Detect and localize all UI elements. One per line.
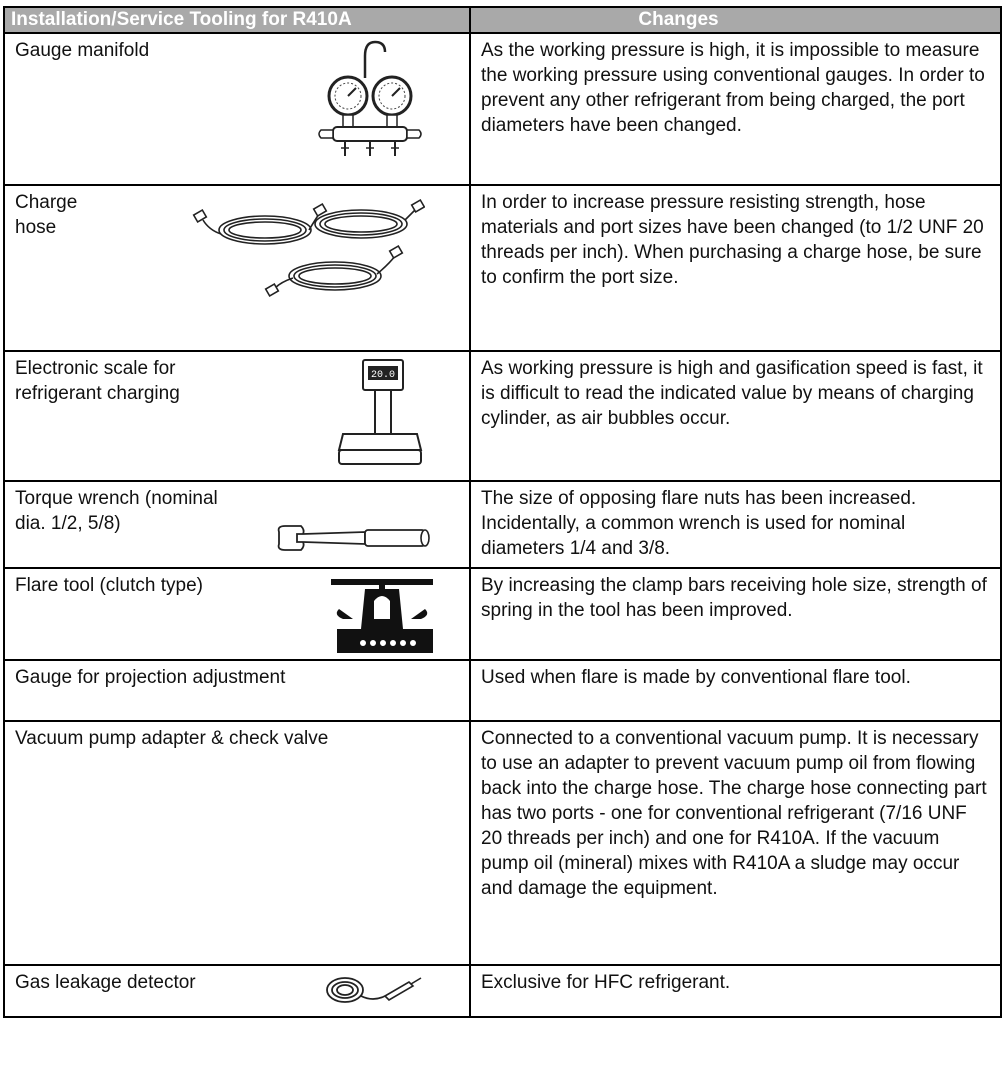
tool-name-line1: Electronic scale for (15, 358, 176, 379)
table-row (4, 965, 1001, 1017)
tool-name-line1: Torque wrench (nominal (15, 488, 218, 509)
tool-name-line2: refrigerant charging (15, 383, 180, 404)
header-changes: Changes (470, 7, 1001, 33)
gauge-manifold-icon (315, 38, 425, 178)
table-row (4, 351, 1001, 481)
changes-cell: Used when flare is made by conventional flare tool. (470, 660, 1001, 721)
gas-leak-detector-icon (323, 974, 423, 1008)
table-row (4, 568, 1001, 660)
flare-tool-icon (327, 573, 437, 657)
tooling-table (3, 6, 1002, 1018)
torque-wrench-icon (275, 522, 435, 554)
header-tooling: Installation/Service Tooling for R410A (4, 7, 470, 33)
tool-cell (4, 721, 470, 965)
changes-cell: Connected to a conventional vacuum pump. It is necessary to use an adapter to prevent vacuum pump oil from flowing back into the charge hose. The charge hose connecting part has two ports - one for conventional refrigerant (7/16 UNF 20 threads per inch) and one for R410A. If the vacuum pump oil (mineral) mixes with R410A a sludge may occur and damage the equipment. (470, 721, 1001, 965)
tool-cell (4, 481, 470, 568)
table-header-row (4, 7, 1001, 33)
tool-cell (4, 33, 470, 185)
changes-cell: In order to increase pressure resisting strength, hose materials and port sizes have been changed (to 1/2 UNF 20 threads per inch). When purchasing a charge hose, be sure to confirm the port size. (470, 185, 1001, 351)
charge-hose-icon (185, 190, 425, 320)
changes-cell: By increasing the clamp bars receiving hole size, strength of spring in the tool has been improved. (470, 568, 1001, 660)
tool-name: Gauge manifold (15, 40, 150, 61)
tool-cell (4, 965, 470, 1017)
tool-name-line2: dia. 1/2, 5/8) (15, 513, 121, 534)
changes-cell: Exclusive for HFC refrigerant. (470, 965, 1001, 1017)
tool-name: Gauge for projection adjustment (15, 667, 286, 688)
tool-name-line1: Charge (15, 192, 78, 213)
table-row (4, 33, 1001, 185)
table-row (4, 721, 1001, 965)
tool-name: Gas leakage detector (15, 972, 196, 993)
changes-cell: As working pressure is high and gasification speed is fast, it is difficult to read the indicated value by means of charging cylinder, as air bubbles occur. (470, 351, 1001, 481)
tool-name: Vacuum pump adapter & check valve (15, 728, 329, 749)
tool-cell (4, 660, 470, 721)
changes-cell: The size of opposing flare nuts has been increased. Incidentally, a common wrench is used for nominal diameters 1/4 and 3/8. (470, 481, 1001, 568)
table-row (4, 185, 1001, 351)
tool-cell (4, 568, 470, 660)
tool-cell (4, 351, 470, 481)
changes-cell: As the working pressure is high, it is impossible to measure the working pressure using conventional gauges. In order to prevent any other refrigerant from being charged, the port diameters have been changed. (470, 33, 1001, 185)
electronic-scale-icon (335, 358, 425, 472)
tool-name-line2: hose (15, 217, 57, 238)
table-row (4, 660, 1001, 721)
table-row (4, 481, 1001, 568)
tool-name: Flare tool (clutch type) (15, 575, 203, 596)
scale-display-reading: 20.0 (370, 370, 396, 381)
tool-cell (4, 185, 470, 351)
